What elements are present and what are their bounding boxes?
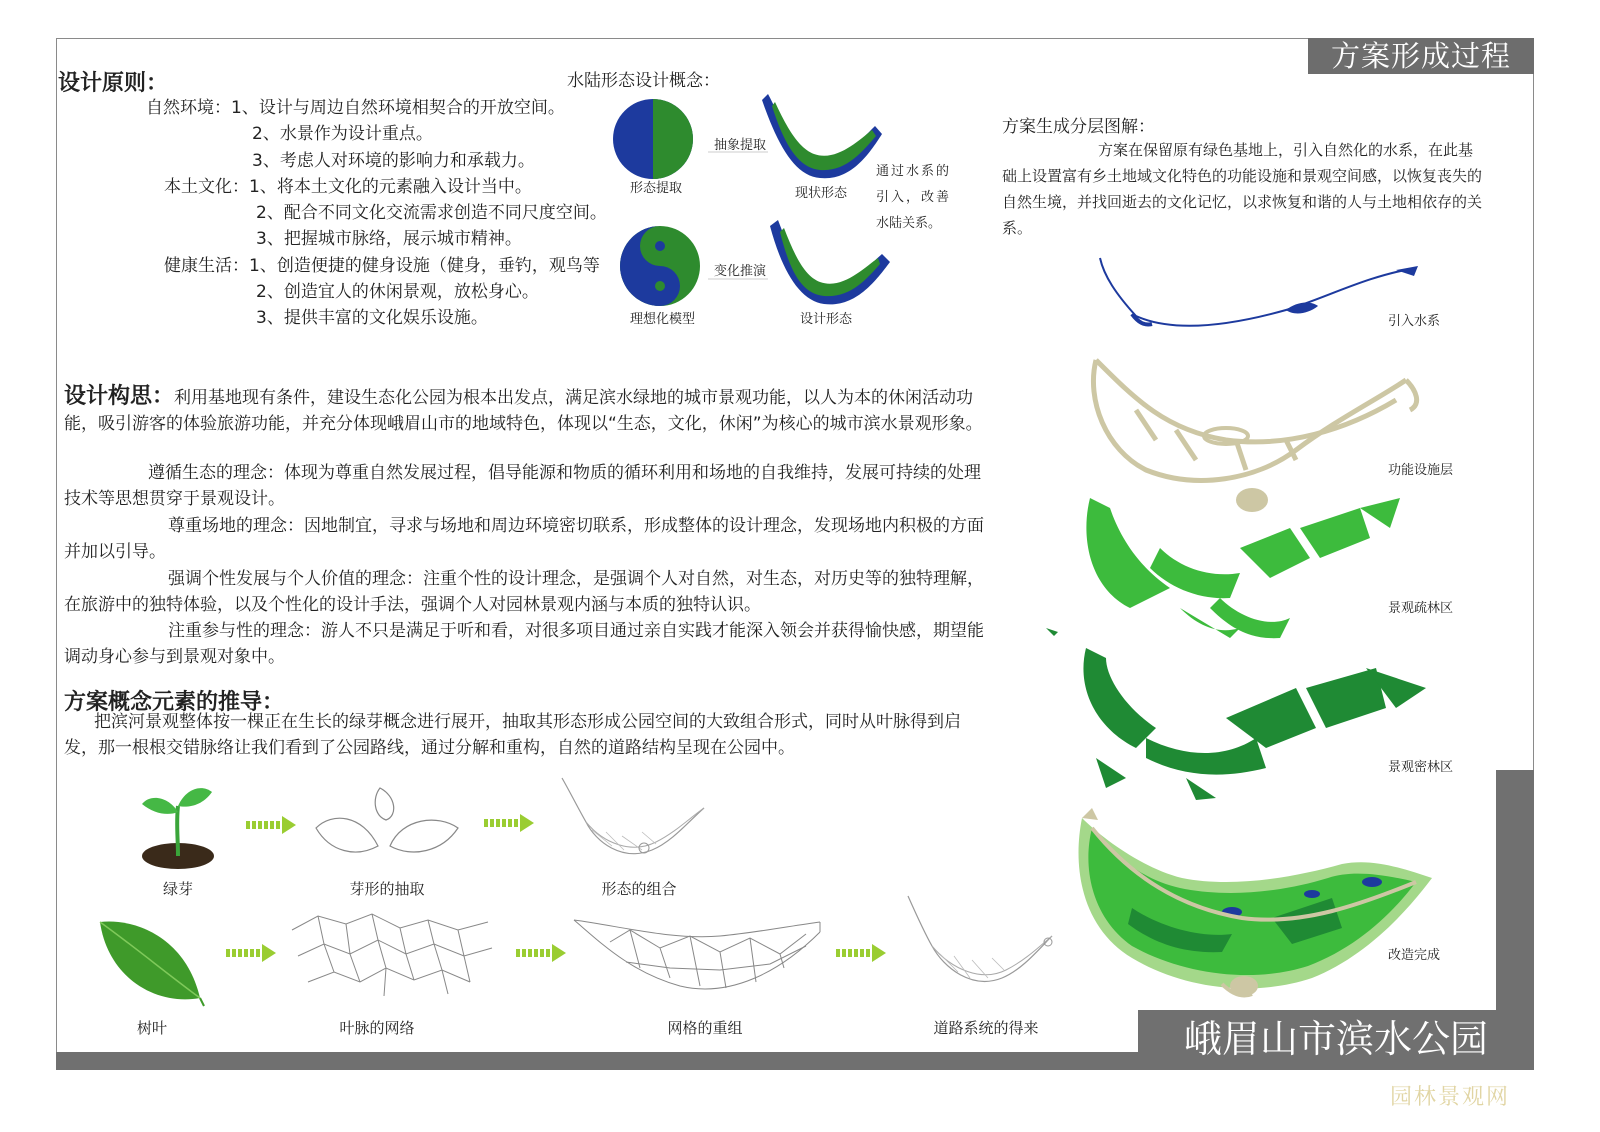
label-abstract: 抽象提取 [714, 138, 767, 153]
principle-line: 健康生活：1、创造便捷的健身设施（健身，垂钓，观鸟等 [164, 256, 600, 276]
sprout-outline-icon [312, 776, 462, 871]
label-current: 现状形态 [795, 186, 848, 201]
derivation-label: 叶脉的网络 [339, 1019, 415, 1037]
concept-heading: 水陆形态设计概念： [567, 71, 720, 91]
idea-intro [64, 384, 984, 437]
principle-line: 3、提供丰富的文化娱乐设施。 [256, 308, 488, 328]
idea-p1: 遵循生态的理念：体现为尊重自然发展过程，倡导能源和物质的循环利用和场地的自我维持，发展可持续的处理技术等思想贯穿于景观设计。 [64, 463, 981, 509]
leaf-icon [96, 918, 206, 1008]
principle-line: 自然环境：1、设计与周边自然环境相契合的开放空间。 [146, 98, 565, 118]
footer-title: 峨眉山市滨水公园 [1138, 1010, 1534, 1062]
idea-p4: 注重参与性的理念：游人不只是满足于听和看，对很多项目通过亲自实践才能深入领会并获得愉快感，期望能调动身心参与到景观对象中。 [64, 621, 984, 667]
grid-recombination-icon [570, 912, 826, 1002]
arrow-icon [484, 814, 534, 832]
idea-intro-text: 利用基地现有条件，建设生态化公园为根本出发点，满足滨水绿地的城市景观功能，以人为本的休闲活动功能，吸引游客的体验旅游功能，并充分体现峨眉山市的地域特色，体现以“生态，文化，休闲”为核心的城市滨水景观形象。 [64, 388, 983, 434]
design-form-shape [770, 220, 890, 304]
principle-line: 2、创造宜人的休闲景观，放松身心。 [256, 282, 539, 302]
road-system-icon [900, 890, 1060, 1000]
vein-network-icon [288, 910, 498, 1000]
layer-label: 引入水系 [1388, 314, 1441, 329]
layer-sparse-forest [1070, 468, 1410, 640]
derivation-label: 树叶 [136, 1019, 167, 1037]
layer-label: 景观疏林区 [1388, 601, 1454, 616]
idea-paragraph [64, 460, 984, 512]
form-combination-icon [552, 772, 712, 872]
principle-line: 本土文化：1、将本土文化的元素融入设计当中。 [164, 177, 532, 197]
principle-line: 3、考虑人对环境的影响力和承载力。 [252, 151, 535, 171]
idea-paragraph [64, 618, 984, 670]
concept-note: 通过水系的 [876, 164, 952, 179]
layer-completed [1072, 808, 1442, 1002]
arrow-icon [246, 816, 296, 834]
label-change: 变化推演 [714, 264, 767, 279]
water-land-concept-diagram [610, 86, 1000, 336]
idea-paragraph [64, 513, 984, 565]
layer-label: 景观密林区 [1388, 760, 1454, 775]
arrow-icon [836, 944, 886, 962]
concept-note: 水陆关系。 [876, 216, 942, 231]
idea-paragraph [64, 566, 984, 618]
layer-dense-forest [1046, 628, 1430, 800]
header-title: 方案形成过程 [1308, 38, 1534, 74]
layers-text: 方案在保留原有绿色基地上，引入自然化的水系，在此基础上设置富有乡土地域文化特色的功能设施和景观空间感，以恢复丧失的自然生境，并找回逝去的文化记忆，以求恢复和谐的人与土地相依存的关系。 [1002, 141, 1483, 237]
label-design: 设计形态 [800, 312, 853, 327]
principle-line: 2、配合不同文化交流需求创造不同尺度空间。 [256, 203, 607, 223]
principle-line: 2、水景作为设计重点。 [252, 124, 433, 144]
layer-label: 功能设施层 [1388, 463, 1454, 478]
derivation-label: 道路系统的得来 [933, 1019, 1039, 1037]
derivation-heading: 方案概念元素的推导： [64, 690, 285, 715]
yin-yang-icon [620, 226, 700, 306]
arrow-icon [516, 944, 566, 962]
watermark: 园林景观网 [1390, 1085, 1511, 1110]
layer-label: 改造完成 [1388, 948, 1441, 963]
half-circle-icon [613, 99, 693, 179]
idea-p3: 强调个性发展与个人价值的理念：注重个性的设计理念，是强调个人对自然，对生态，对历史等的独特理解，在旅游中的独特体验，以及个性化的设计手法，强调个人对园林景观内涵与本质的独特认识。 [64, 569, 984, 615]
idea-p2: 尊重场地的理念：因地制宜，寻求与场地和周边环境密切联系，形成整体的设计理念，发现场地内积极的方面并加以引导。 [64, 516, 984, 562]
layers-heading: 方案生成分层图解： [1002, 117, 1155, 137]
derivation-label: 网格的重组 [667, 1019, 743, 1037]
derivation-label: 芽形的抽取 [349, 880, 425, 898]
derivation-label: 形态的组合 [601, 880, 677, 898]
arrow-icon [226, 944, 276, 962]
principle-line: 3、把握城市脉络，展示城市精神。 [256, 229, 522, 249]
derivation-label: 绿芽 [162, 880, 193, 898]
idea-heading: 设计构思： [64, 384, 175, 409]
principles-heading: 设计原则： [58, 71, 169, 96]
current-form-shape [762, 94, 882, 178]
derivation-text: 把滨河景观整体按一棵正在生长的绿芽概念进行展开，抽取其形态形成公园空间的大致组合形式，同时从叶脉得到启发，那一根根交错脉络让我们看到了公园路线，通过分解和重构，自然的道路结构呈现在公园中。 [64, 712, 961, 758]
sprout-icon [138, 778, 218, 870]
label-form: 形态提取 [630, 181, 683, 196]
layer-water-system [1096, 254, 1426, 336]
label-ideal: 理想化模型 [630, 312, 696, 327]
concept-note: 引入，改善 [876, 190, 952, 205]
